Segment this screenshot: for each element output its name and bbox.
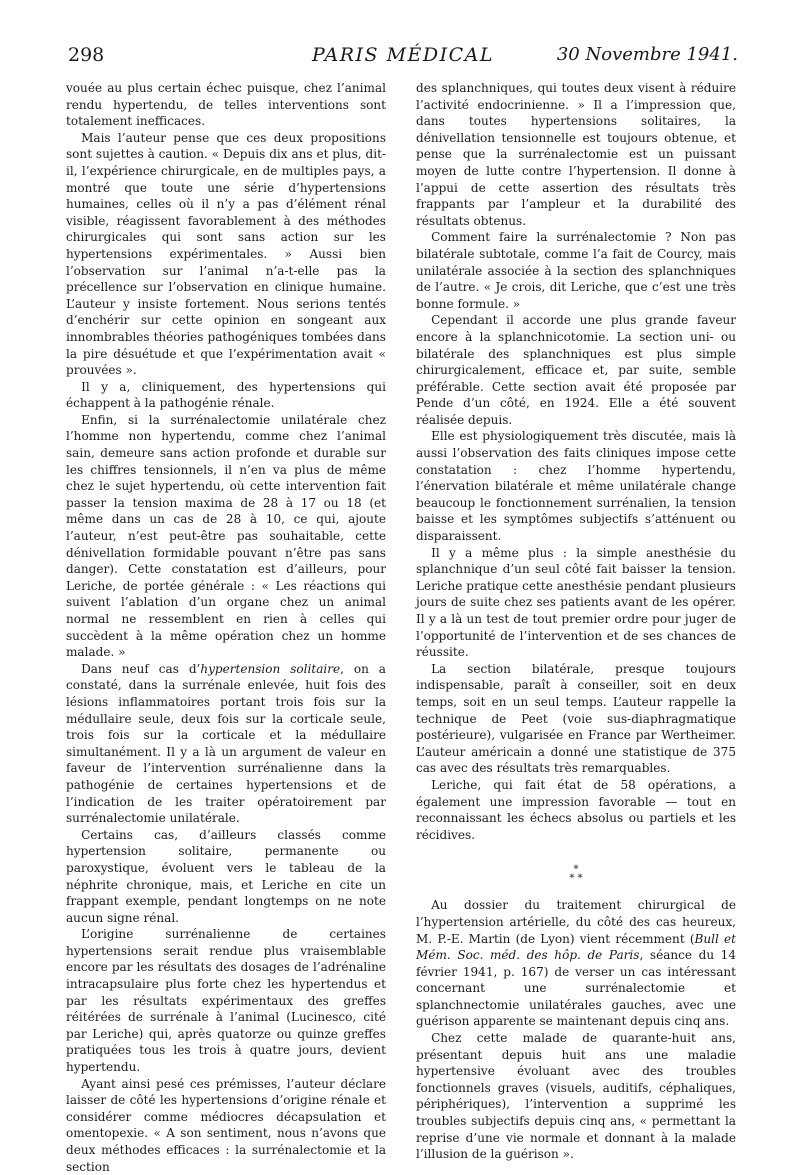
italic-term: hypertension solitaire [200, 661, 341, 676]
paragraph: Enfin, si la surrénalectomie unilatérale chez l’homme non hypertendu, comme chez l’animal sain, demeure sans action profonde et durable sur les chiffres tensionnels, il n’en va plus de même chez le sujet hypertendu, où cette intervention fait passer la tension maxima de 28 à 17 ou 18 (et même dans un cas de 28 à 10, ce qui, ajoute l’auteur, n’est peut-être pas souhaitable, cette dénivellation formidable pouvant n’être pas sans danger). Cette constatation est d’ailleurs, pour Leriche, de portée générale : « Les réactions qui suivent l’ablation d’un organe chez un animal normal ne ressemblent en rien à celles qui succèdent à la même opération chez un homme malade. » [66, 412, 386, 660]
paragraph: Elle est physiologiquement très discutée, mais là aussi l’observation des faits cliniques impose cette constatation : chez l’homme hypertendu, l’énervation bilatérale et même unilatérale change beaucoup le fonctionnement surrénalien, la tension baisse et les symptômes subjectifs s’atténuent ou disparaissent. [416, 429, 736, 544]
separator-bottom: * * [569, 873, 583, 885]
paragraph: vouée au plus certain échec puisque, chez l’animal rendu hypertendu, de telles interventions sont totalement inefficaces. [66, 81, 386, 129]
section-separator [416, 865, 736, 883]
paragraph-text: , séance du 14 février 1941, p. 167) de verser un cas intéressant concernant une surrénalectomie et splanchnectomie unilatérales gauches, avec une guérison apparente se maintenant depuis cinq ans. [416, 948, 737, 1029]
paragraph-text: , on a constaté, dans la surrénale enlevée, huit fois des lésions inflammatoires portant trois fois sur la médullaire seule, deux fois sur la corticale seule, trois fois sur la corticale et la médullaire simultanément. Il y a là un argument de valeur en faveur de l’intervention surrénalienne dans la pathogénie de certaines hypertensions et de l’indication de les traiter opératoirement par surrénalectomie unilatérale. [66, 661, 386, 826]
paragraph: Cependant il accorde une plus grande faveur encore à la splanchnicotomie. La section uni- ou bilatérale des splanchniques est plus simple chirurgicalement, efficace et, par suite, semble préférable. Cette section avait été proposée par Pende d’un côté, en 1924. Elle a été souvent réalisée depuis. [416, 313, 736, 427]
paragraph: Ayant ainsi pesé ces prémisses, l’auteur déclare laisser de côté les hypertensions d’origine rénale et considérer comme médiocres décapsulation et omentopexie. « A son sentiment, nous n’avons que deux méthodes efficaces : la surrénalectomie et la section [66, 1076, 386, 1174]
paragraph: Mais l’auteur pense que ces deux propositions sont sujettes à caution. « Depuis dix ans et plus, dit-il, l’expérience chirurgicale, en de multiples pays, a montré que toute une série d’hypertensions humaines, celles où il n’y a pas d’élément rénal visible, réagissent favorablement à des méthodes chirurgicales qui sont sans action sur les hypertensions expérimentales. » Aussi bien l’observation sur l’animal n’a-t-elle pas la précellence sur l’observation en clinique humaine. L’auteur y insiste fortement. Nous serions tentés d’enchérir sur cette opinion en songeant aux innombrables théories pathogéniques tombées dans la pire désuétude et que l’expérimentation avait « prouvées ». [66, 130, 386, 378]
left-column [66, 80, 386, 1175]
page-number: 298 [68, 44, 105, 66]
separator-top: * [573, 864, 579, 876]
issue-date: 30 Novembre 1941. [556, 44, 738, 65]
paragraph: La section bilatérale, presque toujours indispensable, paraît à conseiller, soit en deux temps, soit en un seul temps. L’auteur rappelle la technique de Peet (voie sus-diaphragmatique postérieure), vulgarisée en France par Wertheimer. L’auteur américain a donné une statistique de 375 cas avec des résultats très remarquables. [416, 661, 736, 776]
paragraph: L’origine surrénalienne de certaines hypertensions serait rendue plus vraisemblable encore par les résultats des dosages de l’adrénaline intracapsulaire plus forte chez les hypertendus et par les résultats expérimentaux des greffes réitérées de surrénale à l’animal (Lucinesco, cité par Leriche) qui, après quatorze ou quinze greffes pratiquées tous les trois à quatre jours, devient hypertendu. [66, 927, 386, 1075]
journal-title: PARIS MÉDICAL [311, 44, 495, 66]
paragraph-text: Dans neuf cas d’ [81, 661, 201, 676]
page-header [68, 44, 738, 72]
right-column [416, 80, 736, 1163]
paragraph [416, 897, 736, 1030]
paragraph: Comment faire la surrénalectomie ? Non pas bilatérale subtotale, comme l’a fait de Courcy, mais unilatérale associée à la section des splanchniques de l’autre. « Je crois, dit Leriche, que c’est une très bonne formule. » [416, 230, 736, 311]
paragraph: Chez cette malade de quarante-huit ans, présentant depuis huit ans une maladie hypertensive évoluant avec des troubles fonctionnels graves (visuels, auditifs, céphaliques, périphériques), l’intervention a supprimé les troubles subjectifs depuis cinq ans, « permettant la reprise d’une vie normale et donnant à la malade l’illusion de la guérison ». [416, 1031, 736, 1162]
paragraph: des splanchniques, qui toutes deux visent à réduire l’activité endocrinienne. » Il a l’impression que, dans toutes hypertensions solitaires, la dénivellation tensionnelle est toujours obtenue, et pense que la surrénalectomie est un puissant moyen de lutte contre l’hypertension. Il donne à l’appui de cette assertion des résultats très frappants par l’ampleur et la durabilité des résultats obtenus. [416, 81, 736, 228]
paragraph: Certains cas, d’ailleurs classés comme hypertension solitaire, permanente ou paroxystique, évoluent vers le tableau de la néphrite chronique, mais, et Leriche en cite un frappant exemple, pendant longtemps on ne note aucun signe rénal. [66, 827, 386, 925]
citation-italic: Bull et Mém. Soc. méd. des hôp. de Paris [416, 931, 736, 963]
paragraph: Leriche, qui fait état de 58 opérations, a également une impression favorable — tout en reconnaissant les échecs absolus ou partiels et les récidives. [416, 777, 736, 842]
paragraph: Il y a, cliniquement, des hypertensions qui échappent à la pathogénie rénale. [66, 379, 386, 411]
paragraph [66, 661, 386, 827]
paragraph-text: Au dossier du traitement chirurgical de l’hypertension artérielle, du côté des cas heureux, M. P.-E. Martin (de Lyon) vient récemment ( [416, 898, 736, 946]
paragraph: Il y a même plus : la simple anesthésie du splanchnique d’un seul côté fait baisser la tension. Leriche pratique cette anesthésie pendant plusieurs jours de suite chez ses patients avant de les opérer. Il y a là un test de tout premier ordre pour juger de l’opportunité de l’intervention et de ses chances de réussite. [416, 545, 736, 660]
